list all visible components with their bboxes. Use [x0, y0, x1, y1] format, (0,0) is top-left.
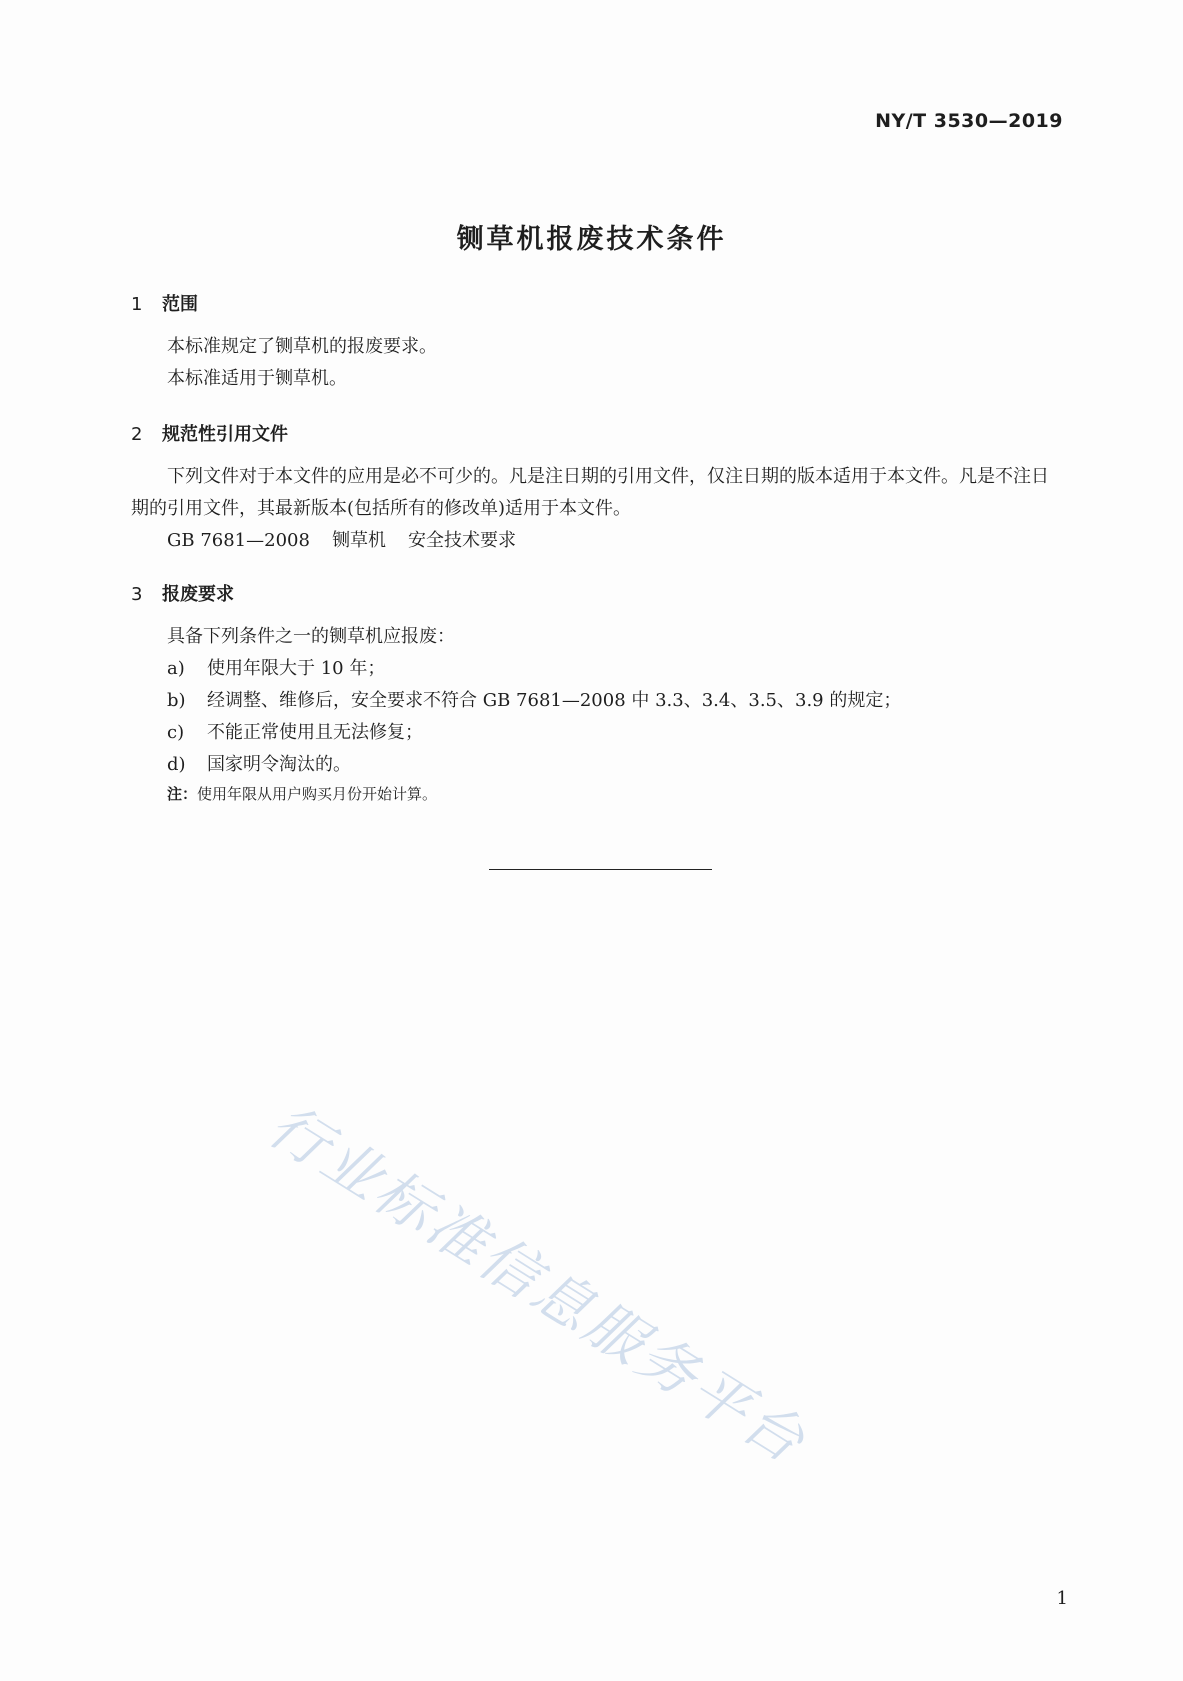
list-text: 使用年限大于 10 年；	[207, 658, 386, 679]
section-scrap-requirements	[131, 581, 1063, 807]
section-scope	[131, 291, 1063, 395]
list-item	[131, 717, 1063, 749]
list-text: 不能正常使用且无法修复；	[207, 722, 423, 743]
reference-code: GB 7681—2008	[167, 530, 310, 551]
note-label: 注：	[167, 785, 198, 803]
scope-paragraph-1: 本标准规定了铡草机的报废要求。	[167, 336, 437, 357]
list-marker: b)	[167, 690, 186, 711]
section-title: 报废要求	[162, 584, 234, 605]
list-item	[131, 653, 1063, 685]
list-marker: c)	[167, 722, 185, 743]
section-number: 1	[131, 294, 143, 315]
page-number: 1	[1056, 1588, 1068, 1609]
section-heading	[131, 421, 1063, 449]
scope-paragraph-2: 本标准适用于铡草机。	[167, 368, 347, 389]
section-title: 规范性引用文件	[162, 424, 288, 445]
reference-subtitle: 安全技术要求	[407, 530, 516, 551]
section-normative-references	[131, 421, 1063, 557]
list-text: 经调整、维修后，安全要求不符合 GB 7681—2008 中 3.3、3.4、3.5、3.9 的规定；	[207, 690, 902, 711]
list-item	[131, 749, 1063, 781]
watermark: 行业标准信息服务平台	[257, 1091, 819, 1478]
note-text: 使用年限从用户购买月份开始计算。	[197, 785, 438, 803]
section-heading	[131, 291, 1063, 319]
section-heading	[131, 581, 1063, 609]
section-number: 3	[131, 584, 143, 605]
list-marker: d)	[167, 754, 186, 775]
references-paragraph: 下列文件对于本文件的应用是必不可少的。凡是注日期的引用文件，仅注日期的版本适用于本文件。凡是不注日期的引用文件，其最新版本(包括所有的修改单)适用于本文件。	[131, 466, 1049, 519]
reference-name: 铡草机	[331, 530, 386, 551]
list-marker: a)	[167, 658, 185, 679]
list-item	[131, 685, 1063, 717]
note	[131, 781, 1063, 807]
end-of-text-rule	[489, 869, 712, 870]
reference-entry	[131, 525, 1063, 557]
section-number: 2	[131, 424, 143, 445]
section-title: 范围	[162, 294, 198, 315]
requirements-intro: 具备下列条件之一的铡草机应报废：	[167, 626, 455, 647]
standard-code: NY/T 3530—2019	[875, 110, 1063, 132]
list-text: 国家明令淘汰的。	[207, 754, 351, 775]
document-title: 铡草机报废技术条件	[456, 224, 727, 255]
